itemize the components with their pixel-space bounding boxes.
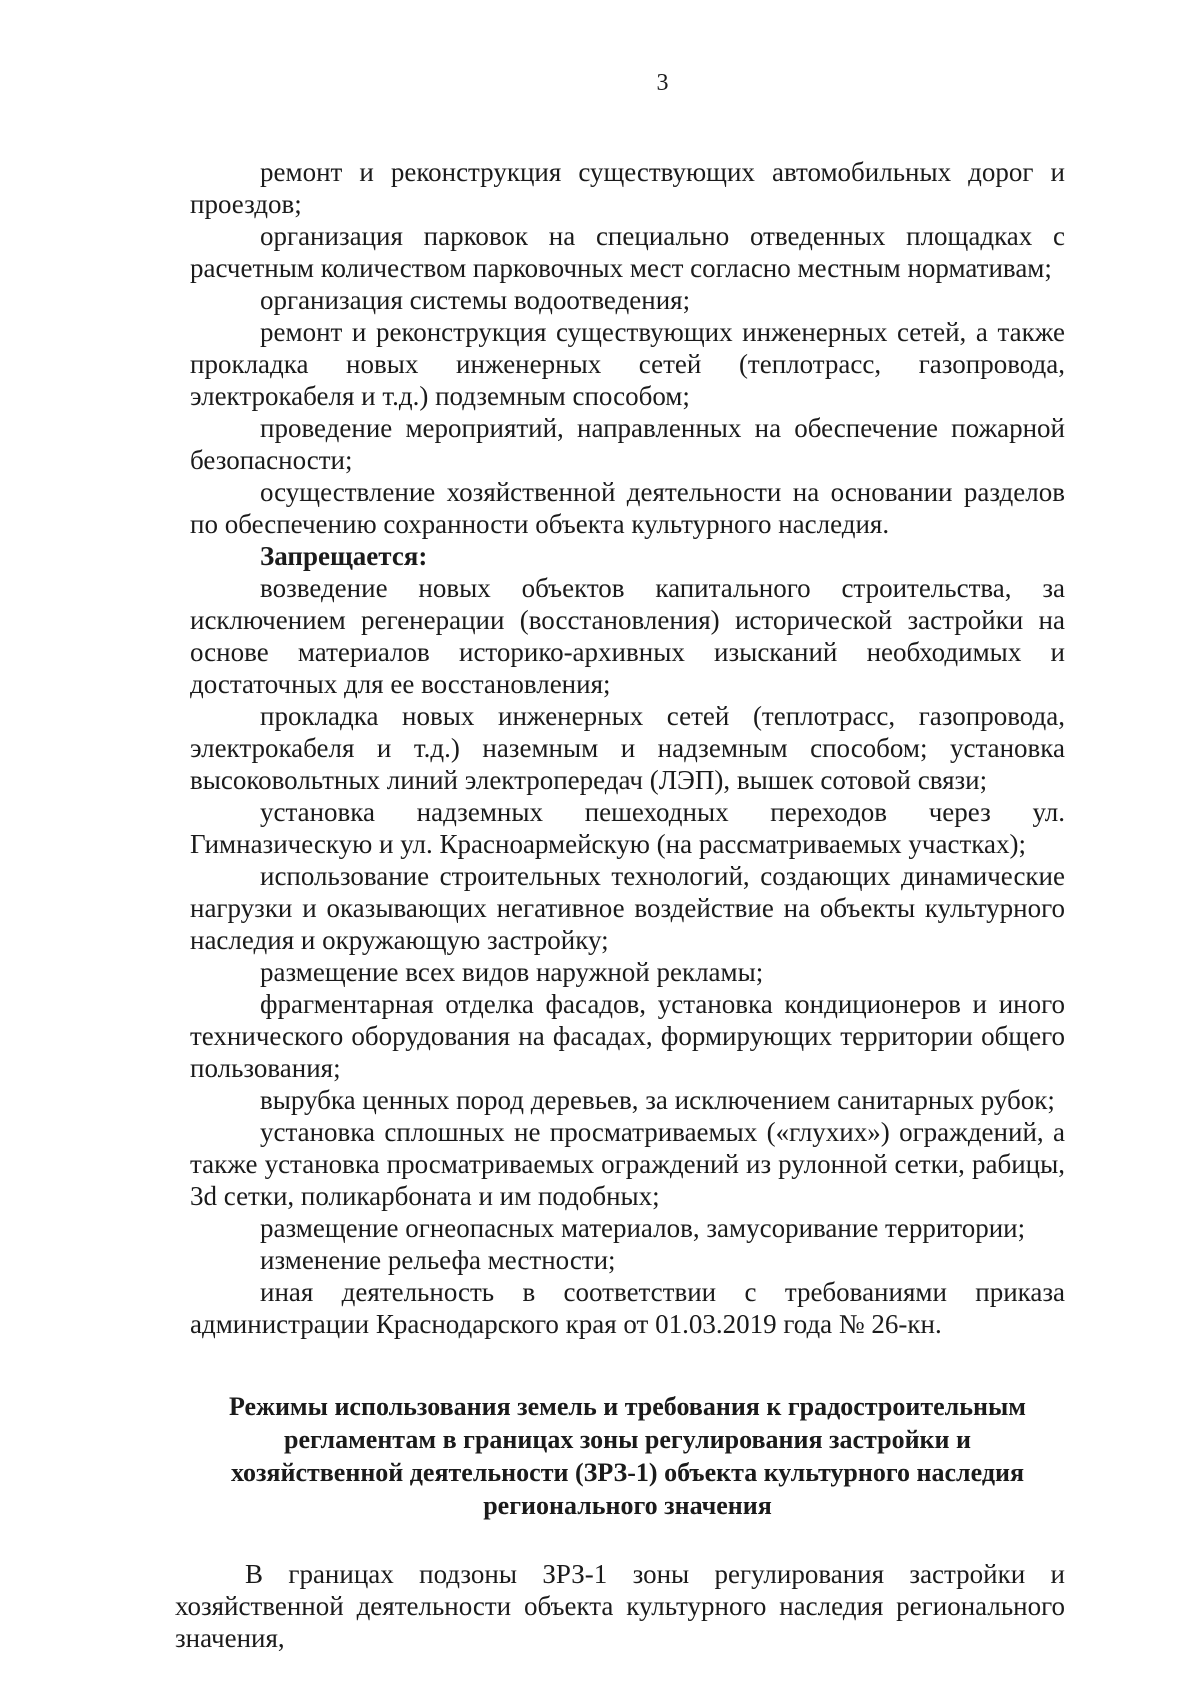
page-number: 3 xyxy=(656,70,669,96)
list-item: организация парковок на специально отведенных площадках с расчетным количеством парковочных мест согласно местным нормативам; xyxy=(190,221,1065,283)
list-item: проведение мероприятий, направленных на обеспечение пожарной безопасности; xyxy=(190,413,1065,475)
list-item: установка надземных пешеходных переходов через ул. Гимназическую и ул. Красноармейскую (на рассматриваемых участках); xyxy=(190,797,1065,859)
list-item: размещение огнеопасных материалов, замусоривание территории; xyxy=(260,1213,1026,1243)
list-item: изменение рельефа местности; xyxy=(260,1245,616,1275)
regulations-list xyxy=(190,156,1065,1340)
list-item: установка сплошных не просматриваемых («глухих») ограждений, а также установка просматриваемых ограждений из рулонной сетки, рабицы, 3d сетки, поликарбоната и им подобных; xyxy=(190,1117,1065,1211)
list-item: ремонт и реконструкция существующих инженерных сетей, а также прокладка новых инженерных сетей (теплотрасс, газопровода, электрокабеля и т.д.) подземным способом; xyxy=(190,317,1065,411)
list-item: ремонт и реконструкция существующих автомобильных дорог и проездов; xyxy=(190,157,1065,219)
list-item: прокладка новых инженерных сетей (теплотрасс, газопровода, электрокабеля и т.д.) наземным и надземным способом; установка высоковольтных линий электропередач (ЛЭП), вышек сотовой связи; xyxy=(190,701,1065,795)
prohibited-heading: Запрещается: xyxy=(260,541,428,571)
list-item: фрагментарная отделка фасадов, установка кондиционеров и иного технического оборудования на фасадах, формирующих территории общего пользования; xyxy=(190,989,1065,1083)
list-item: осуществление хозяйственной деятельности на основании разделов по обеспечению сохранности объекта культурного наследия. xyxy=(190,477,1065,539)
list-item: иная деятельность в соответствии с требованиями приказа администрации Краснодарского края от 01.03.2019 года № 26-кн. xyxy=(190,1277,1065,1339)
list-item: использование строительных технологий, создающих динамические нагрузки и оказывающих негативное воздействие на объекты культурного наследия и окружающую застройку; xyxy=(190,861,1065,955)
list-item: вырубка ценных пород деревьев, за исключением санитарных рубок; xyxy=(260,1085,1055,1115)
section-heading: Режимы использования земель и требования к градостроительным регламентам в границах зоны регулирования застройки и хозяйственной деятельности (ЗРЗ-1) объекта культурного наследия регионального значения xyxy=(229,1392,1026,1520)
list-item: размещение всех видов наружной рекламы; xyxy=(260,957,764,987)
closing-paragraph: В границах подзоны ЗРЗ-1 зоны регулирования застройки и хозяйственной деятельности объекта культурного наследия регионального значения, xyxy=(175,1559,1065,1653)
list-item: организация системы водоотведения; xyxy=(260,285,691,315)
list-item: возведение новых объектов капитального строительства, за исключением регенерации (восстановления) исторической застройки на основе материалов историко-архивных изысканий необходимых и достаточных для ее восстановления; xyxy=(190,573,1065,699)
